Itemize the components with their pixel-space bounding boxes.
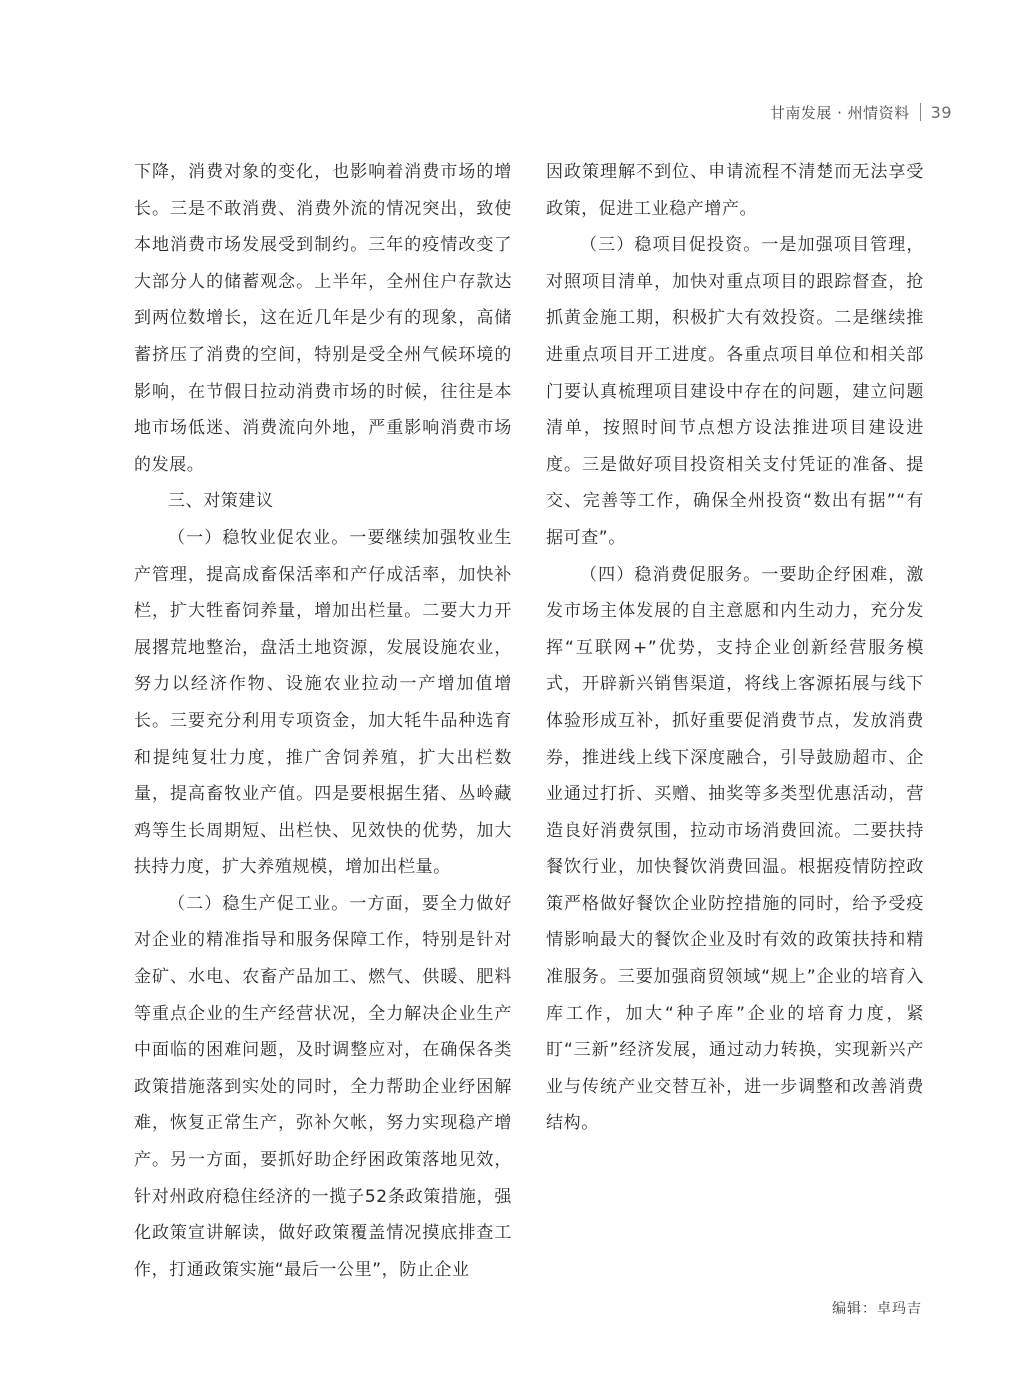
right-paragraph-3: （四）稳消费促服务。一要助企纾困难，激发市场主体发展的自主意愿和内生动力，充分发挥“互联网+”优势，支持企业创新经营服务模式，开辟新兴销售渠道，将线上客源拓展与线下体验形成互补，抓好重要促消费节点，发放消费券，推进线上线下深度融合，引导鼓励超市、企业通过打折、买赠、抽奖等多类型优惠活动，营造良好消费氛围，拉动市场消费回流。二要扶持餐饮行业，加快餐饮消费回温。根据疫情防控政策严格做好餐饮企业防控措施的同时，给予受疫情影响最大的餐饮企业及时有效的政策扶持和精准服务。三要加强商贸领域“规上”企业的培育入库工作，加大“种子库”企业的培育力度，紧盯“三新”经济发展，通过动力转换，实现新兴产业与传统产业交替互补，进一步调整和改善消费结构。 (546, 564, 924, 1134)
left-paragraph-3: （二）稳生产促工业。一方面，要全力做好对企业的精准指导和服务保障工作，特别是针对金矿、水电、农畜产品加工、燃气、供暖、肥料等重点企业的生产经营状况，全力解决企业生产中面临的困难问题，及时调整应对，在确保各类政策措施落到实处的同时，全力帮助企业纾困解难，恢复正常生产，弥补欠帐，努力实现稳产增产。另一方面，要抓好助企纾困政策落地见效，针对州政府稳住经济的一揽子52条政策措施，强化政策宣讲解读，做好政策覆盖情况摸底排查工作，打通政策实施“最后一公里”，防止企业 (134, 893, 512, 1280)
right-paragraph-2: （三）稳项目促投资。一是加强项目管理，对照项目清单，加快对重点项目的跟踪督查，抢抓黄金施工期，积极扩大有效投资。二是继续推进重点项目开工进度。各重点项目单位和相关部门要认真梳理项目建设中存在的问题，建立问题清单，按照时间节点想方设法推进项目建设进度。三是做好项目投资相关支付凭证的准备、提交、完善等工作，确保全州投资“数出有据”“有据可查”。 (546, 235, 924, 548)
header-divider (920, 103, 921, 121)
section-heading: 三、对策建议 (168, 491, 274, 512)
header-title: 甘南发展 · 州情资料 (769, 103, 910, 122)
right-column (546, 154, 924, 1142)
editor-credit: 编辑：卓玛吉 (832, 1301, 922, 1317)
left-paragraph-1: 下降，消费对象的变化，也影响着消费市场的增长。三是不敢消费、消费外流的情况突出，致使本地消费市场发展受到制约。三年的疫情改变了大部分人的储蓄观念。上半年，全州住户存款达到两位数增长，这在近几年是少有的现象，高储蓄挤压了消费的空间，特别是受全州气候环境的影响，在节假日拉动消费市场的时候，往往是本地市场低迷、消费流向外地，严重影响消费市场的发展。 (134, 162, 512, 475)
left-column (134, 154, 512, 1288)
page-number: 39 (930, 102, 952, 122)
left-paragraph-2: （一）稳牧业促农业。一要继续加强牧业生产管理，提高成畜保活率和产仔成活率，加快补栏，扩大牲畜饲养量，增加出栏量。二要大力开展撂荒地整治，盘活土地资源，发展设施农业，努力以经济作物、设施农业拉动一产增加值增长。三要充分利用专项资金，加大牦牛品种选育和提纯复壮力度，推广舍饲养殖，扩大出栏数量，提高畜牧业产值。四是要根据生猪、丛岭藏鸡等生长周期短、出栏快、见效快的优势，加大扶持力度，扩大养殖规模，增加出栏量。 (134, 527, 512, 878)
right-paragraph-1: 因政策理解不到位、申请流程不清楚而无法享受政策，促进工业稳产增产。 (546, 162, 924, 219)
running-header (770, 100, 952, 124)
